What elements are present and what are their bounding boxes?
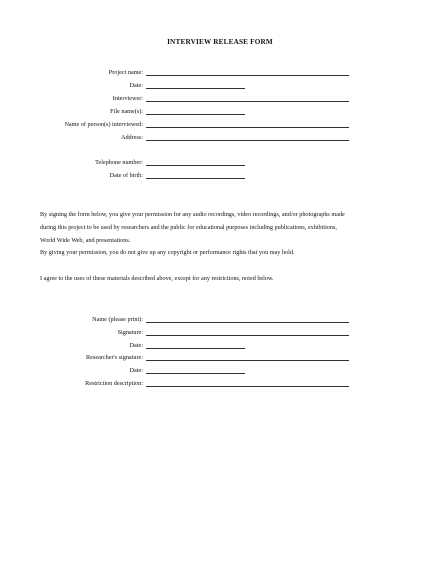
researcher-signature-label: Researcher's signature: [86,354,143,361]
signature-label: Signature: [117,329,143,336]
permission-line-1: By signing the form below, you give your permission for any audio recordings, video recordings, and/or photographs made [40,211,345,218]
signature-field[interactable] [146,335,349,336]
restriction-label: Restriction description: [85,380,143,387]
permission-line-4: By giving your permission, you do not give up any copyright or performance rights that you may hold. [40,249,295,257]
address-label: Address: [121,134,143,141]
restriction-field[interactable] [146,386,349,387]
file-names-field[interactable] [146,114,245,115]
file-names-label: File name(s): [110,108,143,115]
persons-interviewed-label: Name of person(s) interviewed: [64,121,143,128]
persons-interviewed-field[interactable] [146,127,349,128]
researcher-date-field[interactable] [146,373,245,374]
name-print-field[interactable] [146,322,349,323]
researcher-date-label: Date: [129,367,143,374]
project-name-field[interactable] [146,75,349,76]
interviewer-label: Interviewer: [112,95,143,102]
name-print-label-wrap [0,315,143,324]
signature-label-wrap [0,328,143,337]
signature-date-label-wrap [0,341,143,350]
date-label: Date: [129,82,143,89]
telephone-field[interactable] [146,165,245,166]
date-label-wrap [0,81,143,90]
address-label-wrap [0,133,143,142]
signature-date-label: Date: [129,342,143,349]
dob-field[interactable] [146,178,245,179]
interviewer-field[interactable] [146,101,349,102]
telephone-label: Telephone number: [95,159,143,166]
project-name-label-wrap [0,68,143,77]
form-title: INTERVIEW RELEASE FORM [167,38,273,46]
file-names-label-wrap [0,107,143,116]
permission-line-3: World Wide Web, and presentations. [40,236,131,244]
persons-interviewed-label-wrap [0,120,143,129]
researcher-date-label-wrap [0,366,143,375]
dob-label: Date of birth: [109,172,143,179]
agree-statement: I agree to the uses of these materials described above, except for any restrictions, noted below. [40,275,274,282]
name-print-label: Name (please print): [92,316,143,323]
dob-label-wrap [0,171,143,180]
address-field[interactable] [146,140,349,141]
researcher-signature-field[interactable] [146,360,349,361]
date-field[interactable] [146,88,245,89]
permission-line-2: during this project to be used by researchers and the public for educational purposes including publications, exhibitions, [40,223,337,231]
interviewer-label-wrap [0,94,143,103]
project-name-label: Project name: [108,69,143,76]
restriction-label-wrap [0,379,143,388]
telephone-label-wrap [0,158,143,167]
permission-paragraph [40,209,400,260]
signature-date-field[interactable] [146,348,245,349]
researcher-signature-label-wrap [0,353,143,362]
